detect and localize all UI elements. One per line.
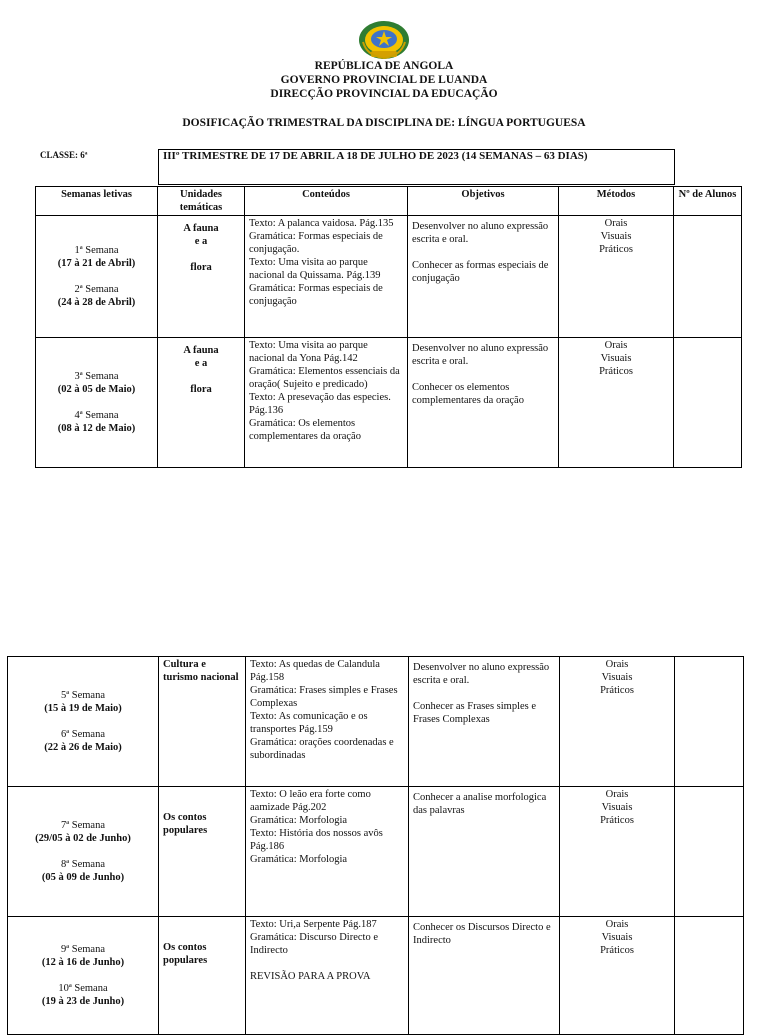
spacer <box>40 396 153 409</box>
unidade-line: A fauna <box>183 345 219 356</box>
spacer <box>12 969 154 982</box>
week-dates: (24 à 28 de Abril) <box>57 297 136 308</box>
metodo-item: Orais <box>605 789 629 800</box>
cell-semanas <box>36 338 158 468</box>
cell-metodos <box>560 657 675 787</box>
week-label: 6ª Semana <box>60 729 105 740</box>
metodo-item: Visuais <box>600 353 632 364</box>
cell-unidade <box>159 917 246 1035</box>
cell-semanas <box>8 787 159 917</box>
metodo-item: Práticos <box>600 945 634 956</box>
col-header-alunos: Nº de Alunos <box>674 187 742 216</box>
unidade-line: e a <box>194 236 208 247</box>
cell-semanas <box>36 216 158 338</box>
week-label: 2ª Semana <box>74 284 119 295</box>
objetivo-text: Conhecer os Discursos Directo e Indirecto <box>413 922 551 946</box>
week-dates: (19 à 23 de Junho) <box>41 996 125 1007</box>
week-dates: (12 à 16 de Junho) <box>41 957 125 968</box>
objetivo-text: Desenvolver no aluno expressão escrita e oral. <box>412 343 549 367</box>
cell-conteudos: Texto: A palanca vaidosa. Pág.135 Gramática: Formas especiais de conjugação. Texto: Uma visita ao parque nacional da Quissama. Pág.139 Gramática: Formas especiais de conjugação <box>245 216 408 338</box>
col-header-unidades: Unidades temáticas <box>158 187 245 216</box>
cell-semanas <box>8 657 159 787</box>
table-row <box>36 338 742 468</box>
week-label: 7ª Semana <box>60 820 105 831</box>
week-dates: (17 à 21 de Abril) <box>57 258 136 269</box>
unidade-line <box>162 248 240 261</box>
cell-unidade <box>158 338 245 468</box>
unidade-line: Os contos populares <box>163 942 208 966</box>
objetivo-text: Conhecer a analise morfologica das palavras <box>413 792 547 816</box>
angola-emblem-icon <box>357 18 411 60</box>
cell-objetivos <box>409 787 560 917</box>
metodo-item: Visuais <box>600 231 632 242</box>
cell-alunos <box>675 657 744 787</box>
objetivo-text: Desenvolver no aluno expressão escrita e oral. <box>412 221 549 245</box>
cell-alunos <box>674 216 742 338</box>
class-label: CLASSE: 6ª <box>40 150 88 160</box>
metodo-item: Orais <box>604 340 628 351</box>
col-header-metodos: Métodos <box>559 187 674 216</box>
unidade-line: Cultura e turismo nacional <box>163 659 239 683</box>
unidade-line: flora <box>190 384 212 395</box>
table-row <box>8 787 744 917</box>
metodo-item: Orais <box>604 218 628 229</box>
col-header-conteudos: Conteúdos <box>245 187 408 216</box>
cell-metodos <box>560 787 675 917</box>
unidade-line <box>162 370 240 383</box>
cell-metodos <box>560 917 675 1035</box>
header-government: GOVERNO PROVINCIAL DE LUANDA <box>280 74 488 86</box>
cell-conteudos: Texto: O leão era forte como aamizade Pág.202 Gramática: Morfologia Texto: História dos nossos avôs Pág.186 Gramática: Morfologia <box>246 787 409 917</box>
trimester-label: IIIº TRIMESTRE DE 17 DE ABRIL A 18 DE JULHO DE 2023 (14 SEMANAS – 63 DIAS) <box>163 150 588 162</box>
week-label: 10ª Semana <box>58 983 108 994</box>
spacer <box>40 270 153 283</box>
cell-conteudos: Texto: As quedas de Calandula Pág.158 Gramática: Frases simples e Frases Complexas Texto: As comunicação e os transportes Pág.159 Gramática: orações coordenadas e subordinadas <box>246 657 409 787</box>
cell-unidade <box>158 216 245 338</box>
header-republic: REPÚBLICA DE ANGOLA <box>314 60 454 72</box>
spacer <box>412 246 554 259</box>
week-dates: (05 à 09 de Junho) <box>41 872 125 883</box>
metodo-item: Orais <box>605 919 629 930</box>
spacer <box>12 715 154 728</box>
week-dates: (08 à 12 de Maio) <box>57 423 136 434</box>
spacer <box>413 687 555 700</box>
col-header-semanas: Semanas letivas <box>36 187 158 216</box>
metodo-item: Práticos <box>600 815 634 826</box>
cell-metodos <box>559 216 674 338</box>
schedule-table-2 <box>7 656 744 1035</box>
header-direction: DIRECÇÃO PROVINCIAL DA EDUCAÇÃO <box>270 88 498 100</box>
cell-alunos <box>674 338 742 468</box>
metodo-item: Práticos <box>600 685 634 696</box>
metodo-item: Visuais <box>601 932 633 943</box>
spacer <box>412 368 554 381</box>
objetivo-text: Desenvolver no aluno expressão escrita e oral. <box>413 662 550 686</box>
schedule-table-1 <box>35 186 742 468</box>
cell-objetivos <box>408 338 559 468</box>
unidade-line: flora <box>190 262 212 273</box>
week-dates: (02 à 05 de Maio) <box>57 384 136 395</box>
cell-conteudos: Texto: Uri,a Serpente Pág.187 Gramática: Discurso Directo e Indirecto REVISÃO PARA A PROVA <box>246 917 409 1035</box>
spacer <box>12 845 154 858</box>
week-label: 1ª Semana <box>74 245 119 256</box>
col-header-objetivos: Objetivos <box>408 187 559 216</box>
unidade-line: e a <box>194 358 208 369</box>
document-title: DOSIFICAÇÃO TRIMESTRAL DA DISCIPLINA DE: LÍNGUA PORTUGUESA <box>182 117 586 129</box>
cell-unidade <box>159 787 246 917</box>
cell-alunos <box>675 917 744 1035</box>
week-label: 8ª Semana <box>60 859 105 870</box>
cell-conteudos: Texto: Uma visita ao parque nacional da Yona Pág.142 Gramática: Elementos essenciais da oração( Sujeito e predicado) Texto: A presevação das especies. Pág.136 Gramática: Os elementos complementares da oração <box>245 338 408 468</box>
unidade-line: A fauna <box>183 223 219 234</box>
table-row <box>8 917 744 1035</box>
unidade-line: Os contos populares <box>163 812 208 836</box>
week-label: 4ª Semana <box>74 410 119 421</box>
cell-metodos <box>559 338 674 468</box>
cell-alunos <box>675 787 744 917</box>
cell-objetivos <box>408 216 559 338</box>
metodo-item: Visuais <box>601 802 633 813</box>
cell-objetivos <box>409 917 560 1035</box>
objetivo-text: Conhecer os elementos complementares da oração <box>412 382 524 406</box>
table-row <box>36 216 742 338</box>
cell-semanas <box>8 917 159 1035</box>
table-header-row <box>36 187 742 216</box>
week-dates: (29/05 à 02 de Junho) <box>35 833 131 844</box>
metodo-item: Visuais <box>601 672 633 683</box>
metodo-item: Orais <box>605 659 629 670</box>
week-dates: (15 à 19 de Maio) <box>44 703 122 714</box>
week-dates: (22 à 26 de Maio) <box>44 742 122 753</box>
week-label: 5ª Semana <box>60 690 105 701</box>
metodo-item: Práticos <box>599 244 633 255</box>
cell-unidade <box>159 657 246 787</box>
week-label: 3ª Semana <box>74 371 119 382</box>
metodo-item: Práticos <box>599 366 633 377</box>
week-label: 9ª Semana <box>60 944 105 955</box>
cell-objetivos <box>409 657 560 787</box>
table-row <box>8 657 744 787</box>
objetivo-text: Conhecer as formas especiais de conjugação <box>412 260 549 284</box>
trimester-box <box>158 149 675 185</box>
objetivo-text: Conhecer as Frases simples e Frases Complexas <box>413 701 537 725</box>
